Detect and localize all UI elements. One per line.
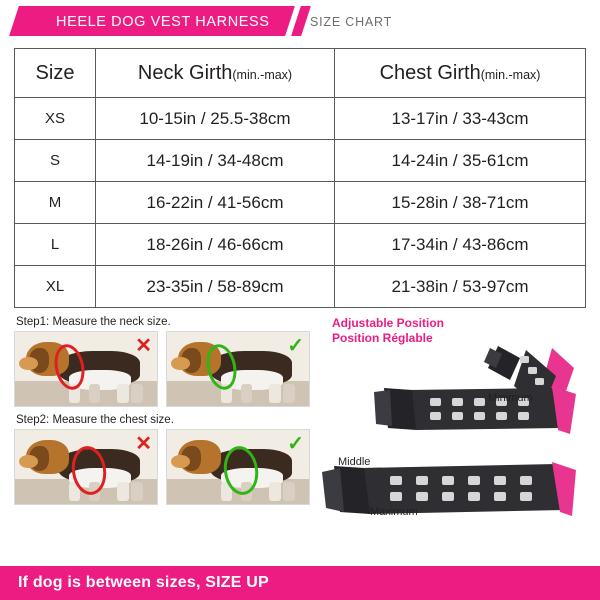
cell-size: XL bbox=[15, 266, 96, 308]
dog-leg bbox=[117, 482, 128, 501]
dog-leg bbox=[131, 482, 142, 501]
dog-leg bbox=[283, 384, 294, 403]
table-row bbox=[15, 266, 585, 308]
harness-strap-maximum bbox=[322, 462, 576, 516]
size-chart-table-wrap bbox=[14, 48, 586, 308]
table-row bbox=[15, 182, 585, 224]
cell-size: XS bbox=[15, 98, 96, 140]
header-accent-bar-secondary bbox=[291, 6, 311, 36]
dog-leg bbox=[283, 482, 294, 501]
page-title: HEELE DOG VEST HARNESS bbox=[56, 14, 270, 30]
wrong-mark-icon: ✕ bbox=[135, 433, 152, 455]
cell-neck: 10-15in / 25.5-38cm bbox=[96, 98, 335, 140]
cell-chest: 14-24in / 35-61cm bbox=[335, 140, 586, 182]
column-header-size bbox=[15, 49, 96, 98]
column-header-neck-main: Neck Girth bbox=[137, 61, 233, 84]
dog-leg bbox=[241, 384, 252, 403]
cell-chest: 15-28in / 38-71cm bbox=[335, 182, 586, 224]
adjustable-position-panel bbox=[320, 316, 578, 540]
harness-illustration bbox=[320, 334, 578, 540]
label-minimum: Minimum bbox=[488, 392, 533, 404]
dog-leg bbox=[131, 384, 142, 403]
correct-mark-icon: ✓ bbox=[287, 433, 304, 455]
column-header-chest-main: Chest Girth bbox=[379, 61, 481, 84]
step1-label: Step1: Measure the neck size. bbox=[16, 316, 171, 328]
column-header-size-main: Size bbox=[35, 61, 75, 84]
footer-text: If dog is between sizes, SIZE UP bbox=[18, 574, 269, 591]
cell-chest: 21-38in / 53-97cm bbox=[335, 266, 586, 308]
table-row bbox=[15, 140, 585, 182]
dog-leg bbox=[89, 384, 100, 403]
adjustable-title-en: Adjustable Position bbox=[332, 316, 445, 330]
footer-banner bbox=[0, 566, 600, 600]
column-header-chest-sub: (min.-max) bbox=[480, 67, 541, 82]
step2-label: Step2: Measure the chest size. bbox=[16, 414, 174, 426]
dog-leg bbox=[269, 384, 280, 403]
instructions-section bbox=[0, 316, 600, 540]
cell-size: L bbox=[15, 224, 96, 266]
cell-neck: 23-35in / 58-89cm bbox=[96, 266, 335, 308]
cell-size: M bbox=[15, 182, 96, 224]
harness-strap-middle bbox=[374, 386, 576, 434]
step2-photo-row bbox=[14, 429, 310, 505]
label-middle: Middle bbox=[338, 456, 371, 468]
page-subtitle: SIZE CHART bbox=[310, 15, 393, 29]
measure-steps bbox=[14, 316, 310, 540]
wrong-mark-icon: ✕ bbox=[135, 335, 152, 357]
size-chart-table bbox=[15, 49, 585, 308]
cell-chest: 13-17in / 33-43cm bbox=[335, 98, 586, 140]
page-header bbox=[0, 0, 600, 44]
correct-mark-icon: ✓ bbox=[287, 335, 304, 357]
dog-leg bbox=[117, 384, 128, 403]
step1-photo-row bbox=[14, 331, 310, 407]
table-row bbox=[15, 98, 585, 140]
table-row bbox=[15, 224, 585, 266]
step1-wrong-photo bbox=[14, 331, 158, 407]
adjustable-title-fr: Position Réglable bbox=[332, 331, 433, 345]
step2-right-photo bbox=[166, 429, 310, 505]
dog-leg bbox=[269, 482, 280, 501]
cell-neck: 18-26in / 46-66cm bbox=[96, 224, 335, 266]
column-header-neck bbox=[96, 49, 335, 98]
step2-wrong-photo bbox=[14, 429, 158, 505]
step1-right-photo bbox=[166, 331, 310, 407]
table-header-row bbox=[15, 49, 585, 98]
cell-neck: 16-22in / 41-56cm bbox=[96, 182, 335, 224]
label-maximum: Maximum bbox=[370, 506, 418, 518]
cell-size: S bbox=[15, 140, 96, 182]
cell-neck: 14-19in / 34-48cm bbox=[96, 140, 335, 182]
column-header-neck-sub: (min.-max) bbox=[232, 67, 293, 82]
column-header-chest bbox=[335, 49, 586, 98]
cell-chest: 17-34in / 43-86cm bbox=[335, 224, 586, 266]
